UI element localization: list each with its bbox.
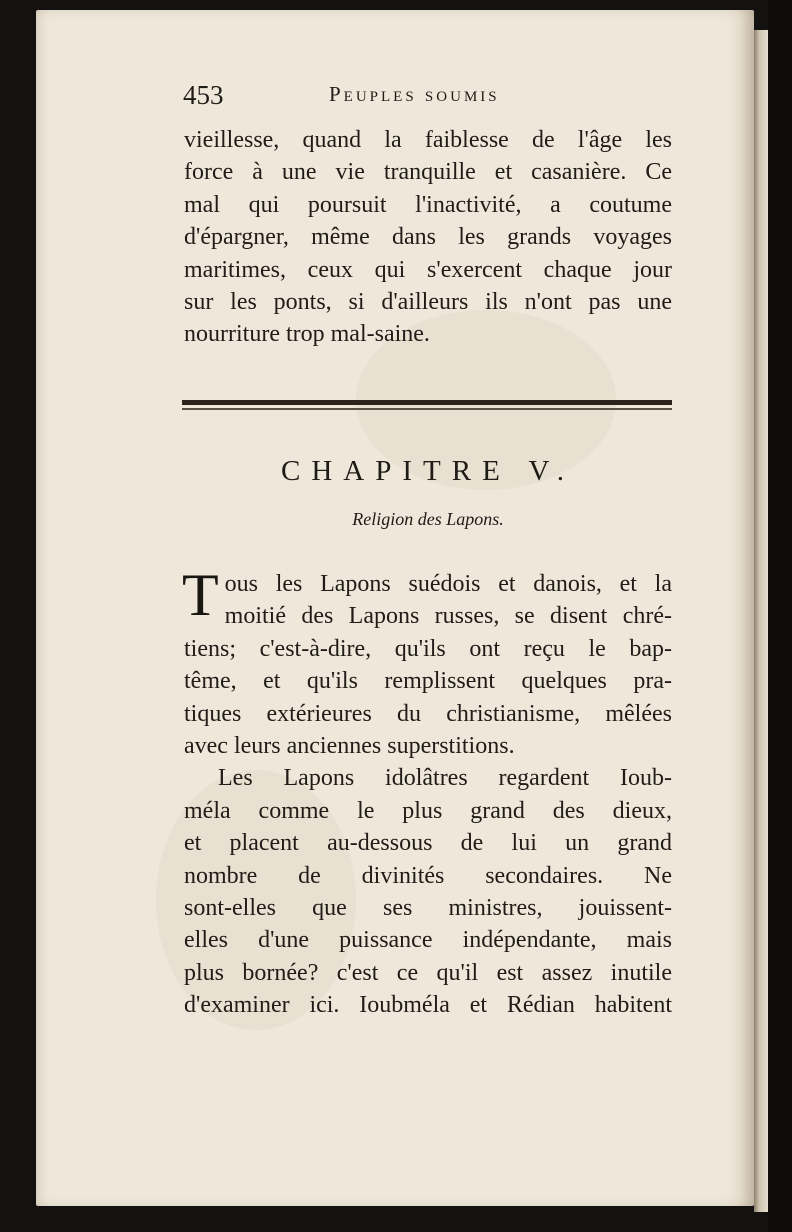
running-head: Peuples soumis — [329, 82, 500, 106]
text-line: méla comme le plus grand des dieux, — [184, 797, 672, 824]
text-line: Les Lapons idolâtres regardent Ioub- — [218, 765, 672, 792]
chapter-body — [182, 562, 672, 1022]
text-line: et placent au-dessous de lui un grand — [184, 830, 672, 857]
text-line: tiques extérieures du christianisme, mêlées — [184, 700, 672, 727]
text-line: tiens; c'est-à-dire, qu'ils ont reçu le bap- — [184, 635, 672, 662]
text-line: force à une vie tranquille et casanière. Ce — [184, 159, 672, 186]
text-line: tême, et qu'ils remplissent quelques pra- — [184, 668, 672, 695]
text-line: avec leurs anciennes superstitions. — [184, 733, 515, 760]
book-gutter — [768, 0, 792, 1232]
chapter-title: CHAPITRE V. — [281, 455, 575, 487]
divider-thin-rule — [182, 408, 672, 410]
text-line: nombre de divinités secondaires. Ne — [184, 862, 672, 889]
divider-thick-rule — [182, 400, 672, 405]
text-line: vieillesse, quand la faiblesse de l'âge les — [184, 127, 672, 153]
text-line: mal qui poursuit l'inactivité, a coutume — [184, 191, 672, 218]
previous-chapter-text — [184, 124, 672, 351]
paragraph-1 — [182, 562, 672, 762]
next-page-edge — [754, 30, 768, 1212]
text-line: d'épargner, même dans les grands voyages — [184, 224, 672, 251]
paragraph-2 — [184, 762, 672, 1021]
text-line: elles d'une puissance indépendante, mais — [184, 927, 672, 954]
text-line: d'examiner ici. Ioubméla et Rédian habitent — [184, 992, 672, 1019]
page-header — [183, 80, 673, 114]
text-line: maritimes, ceux qui s'exercent chaque jour — [184, 256, 672, 283]
section-divider — [182, 396, 672, 412]
chapter-subtitle: Religion des Lapons. — [352, 509, 504, 529]
page-number: 453 — [183, 80, 224, 110]
text-line: plus bornée? c'est ce qu'il est assez inutile — [184, 959, 672, 986]
drop-cap: T — [182, 562, 219, 628]
text-line: sur les ponts, si d'ailleurs ils n'ont pas une — [184, 289, 672, 316]
text-line: sont-elles que ses ministres, jouissent- — [184, 895, 672, 922]
text-line: nourriture trop mal-saine. — [184, 321, 430, 348]
text-line: ous les Lapons suédois et danois, et la — [224, 571, 672, 597]
text-line: moitié des Lapons russes, se disent chré- — [224, 603, 672, 630]
